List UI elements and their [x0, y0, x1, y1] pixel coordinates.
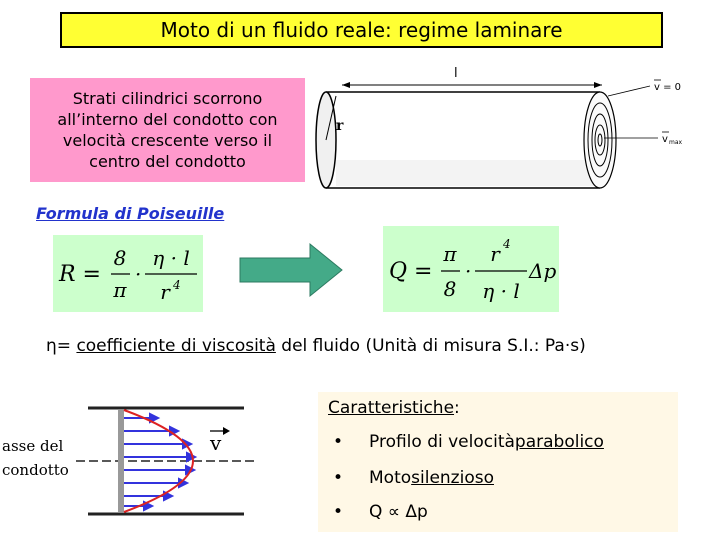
viscosity-term: coefficiente di viscosità: [76, 336, 276, 356]
viscosity-definition: η= coefficiente di viscosità del fluido (Unità di misura S.I.: Pa·s): [46, 336, 586, 356]
v-max-sub: max: [669, 139, 683, 146]
formula-q-num2: r: [490, 242, 500, 266]
radius-label: r: [336, 118, 344, 134]
formula-r-num2: η · l: [152, 246, 190, 270]
formula-r-num: 8: [113, 246, 127, 270]
description-text: Strati cilindrici scorrono all’interno del condotto con velocità crescente verso il centro del condotto: [57, 89, 278, 171]
slide-title: [60, 12, 663, 48]
svg-text:·: ·: [465, 259, 472, 283]
title-text: Moto di un fluido reale: regime laminare: [160, 18, 563, 42]
arrow-right-icon: [238, 240, 348, 300]
characteristic-item: • Q ∝ Δp: [333, 502, 428, 522]
v-max-label: v: [662, 134, 668, 145]
concentric-layers: [584, 92, 616, 188]
reference-bar: [118, 410, 124, 512]
formula-q-den: 8: [443, 277, 457, 301]
formula-q-lhs: Q =: [389, 259, 433, 284]
formula-flow-rate: [383, 226, 559, 312]
length-label: l: [454, 66, 458, 81]
v-label: v: [210, 431, 222, 455]
description-box: [30, 78, 305, 182]
formula-r-den2: r: [160, 280, 170, 304]
formula-q-den2: η · l: [482, 279, 520, 303]
formula-q-num: π: [443, 242, 457, 266]
formula-q-exp: 4: [503, 237, 511, 251]
eta-symbol: η: [46, 336, 57, 356]
formula-q-tail: Δp: [529, 259, 557, 283]
characteristics-title: Caratteristiche:: [328, 398, 460, 418]
formula-r-lhs: R =: [59, 262, 101, 287]
axis-label: asse del condotto: [2, 437, 69, 479]
formula-resistance: [53, 235, 203, 312]
v-zero-label: v = 0: [654, 82, 682, 93]
characteristic-item: • Profilo di velocità parabolico: [333, 432, 604, 452]
characteristic-item: • Moto silenzioso: [333, 468, 494, 488]
svg-text:·: ·: [135, 262, 142, 286]
formula-r-den: π: [113, 278, 127, 302]
formula-title[interactable]: Formula di Poiseuille: [36, 204, 225, 223]
formula-r-exp: 4: [173, 278, 181, 292]
cylinder-diagram: [312, 60, 712, 195]
